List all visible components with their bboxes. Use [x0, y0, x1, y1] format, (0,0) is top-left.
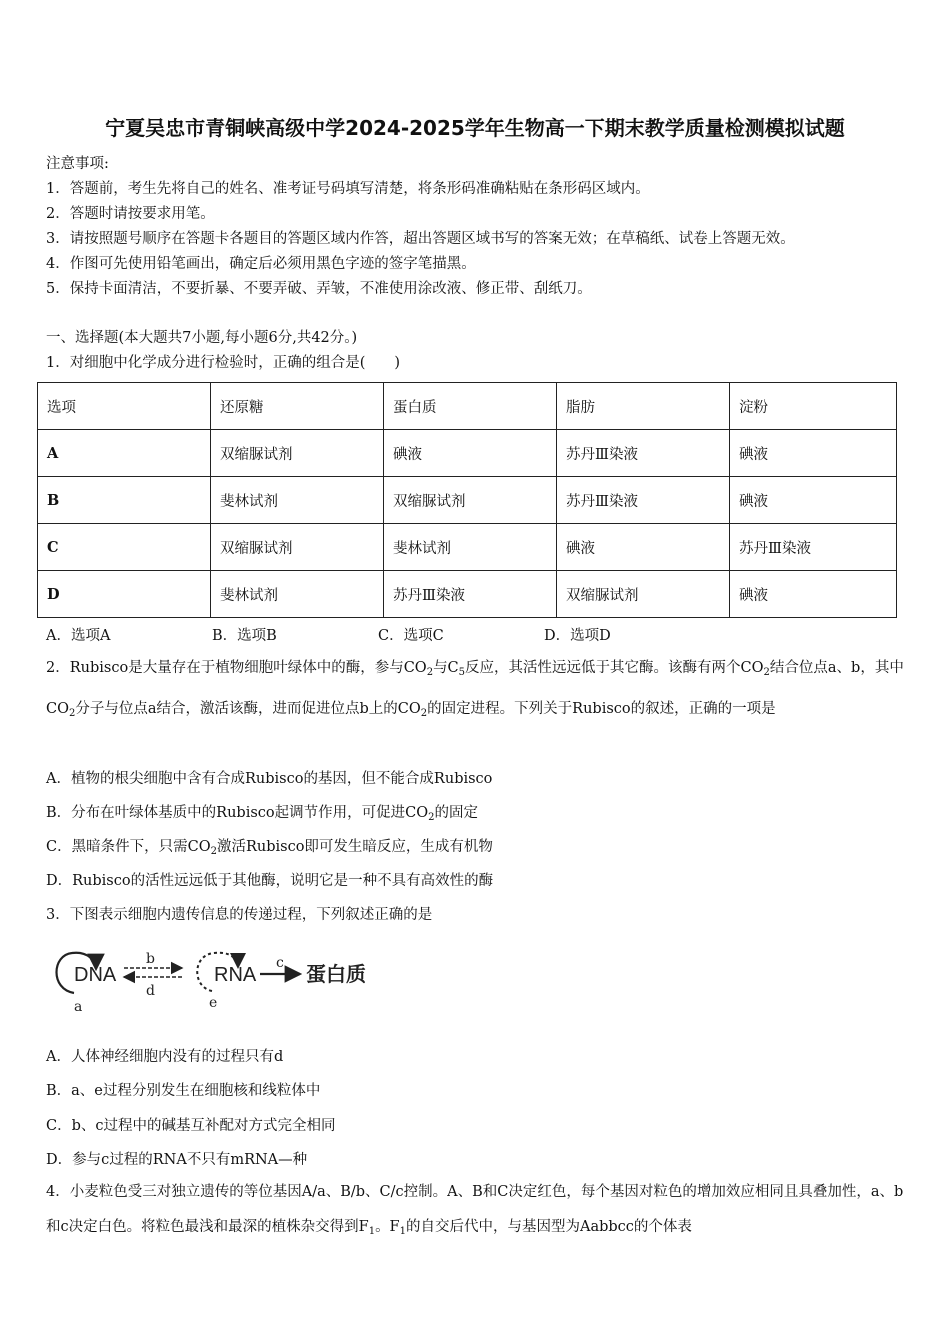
q2-option-c: [46, 835, 493, 857]
table-row: [38, 477, 897, 524]
table-header-cell: 脂肪: [557, 383, 730, 430]
table-cell: 双缩脲试剂: [211, 430, 384, 477]
notice-item: 5．保持卡面清洁，不要折暴、不要弄破、弄皱，不准使用涂改液、修正带、刮纸刀。: [46, 281, 592, 297]
q2-option-b: [46, 801, 478, 823]
table-cell: 斐林试剂: [211, 571, 384, 618]
q1-table: [37, 382, 897, 618]
q4-stem: [46, 1175, 912, 1249]
subscript: 2: [763, 667, 770, 678]
table-cell: C: [38, 524, 211, 571]
q3-option-a: A．人体神经细胞内没有的过程只有d: [46, 1049, 284, 1065]
genetic-flow-diagram: [44, 945, 384, 1017]
question-number: 4．: [46, 1184, 70, 1200]
subscript: 1: [368, 1226, 376, 1237]
label-c: c: [276, 955, 284, 971]
table-cell: 苏丹Ⅲ染液: [557, 477, 730, 524]
table-header-row: [38, 383, 897, 430]
table-header-cell: 选项: [38, 383, 211, 430]
table-cell: D: [38, 571, 211, 618]
q3-option-b: B．a、e过程分别发生在细胞核和线粒体中: [46, 1083, 321, 1099]
option-text: B．分布在叶绿体基质中的Rubisco起调节作用，可促进CO: [46, 805, 429, 821]
dna-label: DNA: [74, 964, 117, 986]
notice-item: 1．答题前，考生先将自己的姓名、准考证号码填写清楚，将条形码准确粘贴在条形码区域内。: [46, 181, 650, 197]
q2-option-d: D．Rubisco的活性远远低于其他酶，说明它是一种不具有高效性的酶: [46, 873, 494, 889]
table-cell: 双缩脲试剂: [557, 571, 730, 618]
table-row: [38, 524, 897, 571]
q2-text: 反应，其活性远远低于其它酶。该酶有两个CO: [465, 660, 764, 676]
option-a: A．选项A: [46, 628, 111, 644]
table-cell: 双缩脲试剂: [211, 524, 384, 571]
table-cell: 苏丹Ⅲ染液: [730, 524, 897, 571]
table-cell: 双缩脲试剂: [384, 477, 557, 524]
q4-text: 。F: [375, 1219, 400, 1235]
q2-text: Rubisco是大量存在于植物细胞叶绿体中的酶，参与CO: [69, 660, 427, 676]
subscript: 2: [68, 708, 76, 719]
notice-heading: 注意事项:: [46, 156, 109, 172]
table-cell: 斐林试剂: [211, 477, 384, 524]
page-title: 宁夏吴忠市青铜峡高级中学2024-2025学年生物高一下期末教学质量检测模拟试题: [105, 116, 845, 140]
table-cell: 苏丹Ⅲ染液: [384, 571, 557, 618]
table-cell: 碘液: [730, 430, 897, 477]
rna-label: RNA: [214, 964, 257, 986]
table-cell: 碘液: [384, 430, 557, 477]
option-text: 激活Rubisco即可发生暗反应，生成有机物: [216, 839, 493, 855]
q2-stem: [46, 650, 912, 732]
table-cell: A: [38, 430, 211, 477]
table-cell: 碘液: [730, 571, 897, 618]
table-row: [38, 571, 897, 618]
table-header-cell: 还原糖: [211, 383, 384, 430]
q3-option-d: D．参与c过程的RNA不只有mRNA—种: [46, 1152, 308, 1168]
question-number: 2．: [46, 660, 70, 676]
option-text: 的固定: [434, 805, 478, 821]
option-d: D．选项D: [544, 628, 611, 644]
option-text: C．黑暗条件下，只需CO: [46, 839, 211, 855]
label-b: b: [146, 951, 155, 967]
q3-option-c: C．b、c过程中的碱基互补配对方式完全相同: [46, 1118, 336, 1134]
table-cell: 碘液: [730, 477, 897, 524]
q2-text: 分子与位点a结合，激活该酶，进而促进位点b上的CO: [75, 701, 421, 717]
table-cell: 苏丹Ⅲ染液: [557, 430, 730, 477]
subscript: 2: [210, 846, 217, 857]
option-c: C．选项C: [378, 628, 444, 644]
table-row: [38, 430, 897, 477]
label-d: d: [146, 983, 155, 999]
table-cell: B: [38, 477, 211, 524]
table-header-cell: 蛋白质: [384, 383, 557, 430]
subscript: 5: [458, 667, 466, 678]
subscript: 2: [426, 667, 434, 678]
q4-text: 的自交后代中，与基因型为Aabbcc的个体表: [406, 1219, 692, 1235]
q4-text: 小麦粒色受三对独立遗传的等位基因A/a、B/b、C/c控制。A、B和C决定红色，每个基因对粒色的增加效应相同且具叠加性，a、b和c决定白色。将粒色最浅和最深的植株杂交得到F: [46, 1184, 904, 1235]
q2-text: 的固定进程。下列关于Rubisco的叙述，正确的一项是: [427, 701, 776, 717]
q3-stem: 3．下图表示细胞内遗传信息的传递过程，下列叙述正确的是: [46, 907, 433, 923]
table-cell: 斐林试剂: [384, 524, 557, 571]
q1-options: [46, 624, 611, 645]
label-e: e: [209, 995, 218, 1011]
protein-label: 蛋白质: [306, 962, 366, 986]
subscript: 2: [428, 812, 435, 823]
subscript: 2: [420, 708, 428, 719]
label-a: a: [74, 999, 83, 1015]
notice-item: 2．答题时请按要求用笔。: [46, 206, 215, 222]
q2-text: 结合位点a、b，其中CO: [46, 660, 904, 717]
table-cell: 碘液: [557, 524, 730, 571]
q2-text: 与C: [433, 660, 459, 676]
table-header-cell: 淀粉: [730, 383, 897, 430]
section-heading: 一、选择题(本大题共7小题,每小题6分,共42分。): [46, 330, 358, 346]
q2-option-a: A．植物的根尖细胞中含有合成Rubisco的基因，但不能合成Rubisco: [46, 771, 493, 787]
q1-stem: 1．对细胞中化学成分进行检验时，正确的组合是( ): [46, 355, 401, 371]
option-b: B．选项B: [212, 628, 277, 644]
subscript: 1: [399, 1226, 406, 1237]
notice-item: 3．请按照题号顺序在答题卡各题目的答题区域内作答，超出答题区域书写的答案无效；在草稿纸、试卷上答题无效。: [46, 231, 795, 247]
notice-item: 4．作图可先使用铅笔画出，确定后必须用黑色字迹的签字笔描黑。: [46, 256, 476, 272]
